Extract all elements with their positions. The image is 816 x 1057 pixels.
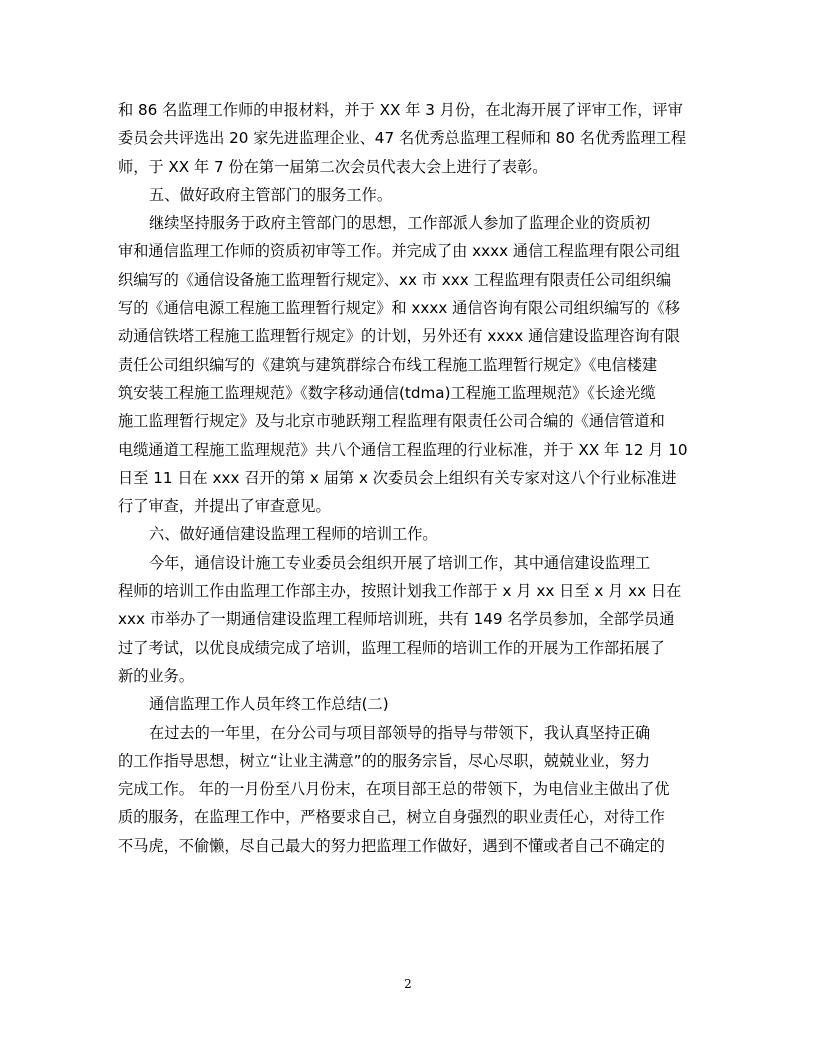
text-line: 审和通信监理工作师的资质初审等工作。并完成了由 xxxx 通信工程监理有限公司组: [118, 242, 680, 261]
text-line: 程师的培训工作由监理工作部主办，按照计划我工作部于 x 月 xx 日至 x 月 xx 日在: [118, 582, 682, 601]
text-line: 质的服务，在监理工作中，严格要求自己，树立自身强烈的职业责任心，对待工作: [118, 808, 665, 827]
text-line: 动通信铁塔工程施工监理暂行规定》的计划，另外还有 xxxx 通信建设监理咨询有限: [118, 327, 680, 346]
text-line: 的工作指导思想，树立“让业主满意”的的服务宗旨，尽心尽职，兢兢业业，努力: [118, 751, 651, 770]
page-number: 2: [404, 977, 412, 991]
text-line: 委员会共评选出 20 家先进监理企业、47 名优秀总监理工程师和 80 名优秀监理工程: [118, 129, 687, 148]
body-text: [118, 96, 704, 860]
text-line: 在过去的一年里，在分公司与项目部领导的指导与带领下，我认真坚持正确: [149, 723, 651, 742]
text-line: 电缆通道工程施工监理规范》共八个通信工程监理的行业标准，并于 XX 年 12 月 10: [118, 440, 688, 459]
text-line: 五、做好政府主管部门的服务工作。: [149, 185, 392, 204]
text-line: 写的《通信电源工程施工监理暂行规定》和 xxxx 通信咨询有限公司组织编写的《移: [118, 299, 680, 318]
text-line: 通信监理工作人员年终工作总结(二): [149, 695, 389, 714]
text-line: 织编写的《通信设备施工监理暂行规定》、xx 市 xxx 工程监理有限责任公司组织编: [118, 270, 672, 289]
text-line: xxx 市举办了一期通信建设监理工程师培训班，共有 149 名学员参加，全部学员通: [118, 610, 675, 629]
text-line: 施工监理暂行规定》及与北京市驰跃翔工程监理有限责任公司合编的《通信管道和: [118, 412, 665, 431]
text-line: 过了考试，以优良成绩完成了培训，监理工程师的培训工作的开展为工作部拓展了: [118, 638, 665, 657]
text-line: 责任公司组织编写的《建筑与建筑群综合布线工程施工监理暂行规定》《电信楼建: [118, 355, 658, 374]
text-line: 完成工作。 年的一月份至八月份末，在项目部王总的带领下，为电信业主做出了优: [118, 780, 670, 799]
text-line: 新的业务。: [118, 666, 194, 685]
text-line: 继续坚持服务于政府主管部门的思想，工作部派人参加了监理企业的资质初: [149, 214, 651, 233]
text-line: 不马虎，不偷懒，尽自己最大的努力把监理工作做好，遇到不懂或者自己不确定的: [118, 836, 665, 855]
text-line: 六、做好通信建设监理工程师的培训工作。: [149, 525, 438, 544]
text-line: 今年，通信设计施工专业委员会组织开展了培训工作，其中通信建设监理工: [149, 553, 651, 572]
text-line: 师，于 XX 年 7 份在第一届第二次会员代表大会上进行了表彰。: [118, 157, 548, 176]
text-line: 行了审查，并提出了审查意见。: [118, 497, 331, 516]
text-line: 日至 11 日在 xxx 召开的第 x 届第 x 次委员会上组织有关专家对这八个行业标准进: [118, 468, 677, 487]
text-line: 筑安装工程施工监理规范》《数字移动通信(tdma)工程施工监理规范》《长途光缆: [118, 383, 656, 402]
text-line: 和 86 名监理工作师的申报材料，并于 XX 年 3 月份，在北海开展了评审工作，评审: [118, 101, 683, 119]
